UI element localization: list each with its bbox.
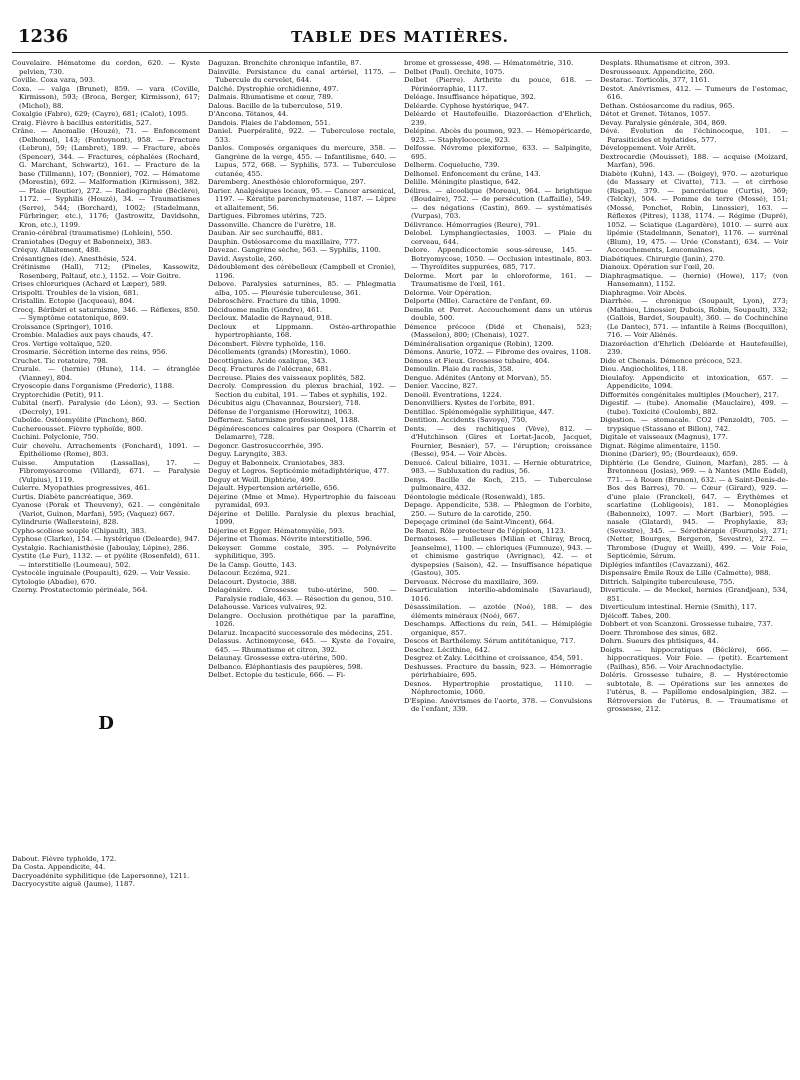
index-entry: Cros. Vertige voltaïque, 520. bbox=[12, 339, 112, 348]
index-entry: Delassus. Actinomycose, 645. — Kyste de l'ovaire, 645. — Rhumatisme et citron, 392. bbox=[208, 637, 396, 654]
index-entry: Dispensaire Émile Roux de Lille (Calmette), 988. bbox=[600, 569, 771, 577]
index-entry: Diabétiques. Chirurgie (Janin), 270. bbox=[600, 254, 726, 263]
index-column-4 bbox=[600, 59, 788, 1069]
index-entry: Cyphose (Clarke), 154. — hystérique (Delearde), 947. bbox=[12, 535, 200, 543]
index-entry: Dandois. Plaies de l'abdomen, 551. bbox=[208, 118, 331, 127]
index-entry: Dentillac. Splénomégalie syphilitique, 447. bbox=[404, 407, 555, 416]
index-entry: Denoël. Éventrations, 1224. bbox=[404, 390, 502, 399]
index-entry: Difformités congénitales multiples (Moucher), 217. bbox=[600, 390, 779, 399]
index-entry: Développement. Voir Arrêt. bbox=[600, 144, 696, 152]
index-entry: Cystite (Le Fur), 1132. — et pyélite (Rosenfeld), 611. — interstitielle (Loumeau), 502. bbox=[12, 552, 200, 569]
index-entry: Dabout. Fièvre typhoïde, 172. bbox=[12, 854, 117, 863]
index-entry: Denonvilliers. Kystes de l'orbite, 891. bbox=[404, 399, 535, 407]
index-entry: Crispolti. Troubles de la vision, 681. bbox=[12, 288, 139, 297]
index-entry: Diaphragme. Voir Abcès. bbox=[600, 288, 687, 297]
page-number: 1236 bbox=[18, 26, 69, 47]
index-entry: Delbanco. Éléphantiasis des paupières, 598. bbox=[208, 662, 363, 671]
index-entry: Diarrhée. — chronique (Soupault, Lyon), 273; (Mathieu, Linossier, Dubois, Robin, Soupault), 332; (Gallois, Bardet, Soupault), 360. — de Cochinchine (Le Dantec), 571. — infantile à Reims (Bocquillon), 716. — Voir Aliénés. bbox=[600, 297, 788, 339]
index-entry: Déminéralisation organique (Robin), 1209. bbox=[404, 339, 554, 348]
index-entry: Delherm. Coqueluche, 739. bbox=[404, 161, 500, 169]
index-entry: Coxa. — valga (Brunet), 859. — vara (Coville, Kirmisson), 593; (Broca, Berger, Kirmisson), 617; (Michel), 88. bbox=[12, 84, 200, 110]
index-entry: Delfosse. Névrome plexiforme, 633. — Salpingite, 695. bbox=[404, 144, 592, 161]
index-entry: Cuchini. Polyclonie, 750. bbox=[12, 433, 99, 441]
section-divider bbox=[12, 595, 200, 855]
index-entry: Deléarde et Hautefeuille. Diazoréaction d'Ehrlich, 239. bbox=[404, 110, 592, 127]
index-entry: Deguy et Weill. Diphtérie, 499. bbox=[208, 475, 316, 484]
index-entry: Crombie. Maladies aux pays chauds, 47. bbox=[12, 331, 154, 339]
index-entry: Descos et Barthélemy. Sérum antitétanique, 717. bbox=[404, 637, 576, 645]
index-entry: Delacour. Eczéma, 921. bbox=[208, 569, 291, 577]
index-entry: Décubitus aigu (Chavannaz, Boursier), 718. bbox=[208, 399, 361, 407]
index-entry: Deschamps. Affections du rein, 541. — Hémiplégie organique, 857. bbox=[404, 620, 592, 637]
index-entry: Daguzan. Bronchite chronique infantile, 87. bbox=[208, 59, 362, 67]
index-entry: Degoncr. Gastrosuccorrhée, 395. bbox=[208, 441, 324, 450]
index-entry: Crâne. — Anomalie (Houzé), 71. — Enfoncement (Delhomel), 143; (Fontoynont), 958. — Fracture (Lebrun), 59; (Lambret), 189. — Fracture, abcès (Spencer), 344. — Fractures, céphalées (Rochard, G. Marchant, Schwartz), 161. — Fracture de la base (Tillmann), 107; (Bonnier), 702. — Hématome (Morestin), 692. — Malformation (Kirmisson), 382. — Plaie (Routier), 272. — Radiographie (Béclère), 1172. — Syphilis (Houzé), 34. — Traumatismes (Serre), 544; (Borchard), 1002; (Stadelmann, Fürbringer, etc.), 1176; (Jastrowitz, Davidsohn, Kron, etc.), 1199. bbox=[12, 127, 200, 229]
index-entry: Da Costa. Appendicite, 44. bbox=[12, 863, 106, 871]
index-entry: Delore. Appendicectomie sous-séreuse, 145. — Botryomycose, 1050. — Occlusion intestinale, 803. — Thyroïdites suppurées, 685, 717. bbox=[404, 246, 592, 271]
index-entry: Cristallin. Ectopie (Jacqueau), 804. bbox=[12, 297, 135, 305]
index-entry: Dengue. Adénites (Antony et Morvan), 55. bbox=[404, 373, 552, 382]
index-entry: Deschez. Lécithine, 642. bbox=[404, 645, 490, 654]
index-entry: Dextrocardie (Mouisset), 188. — acquise (Moizard, Marfan), 596. bbox=[600, 152, 788, 169]
index-entry: Cuchereousset. Fièvre typhoïde, 800. bbox=[12, 424, 143, 433]
index-entry: Decreuse. Plaies des vaisseaux poplités, 582. bbox=[208, 373, 366, 382]
index-entry: Doerr. Thrombose des sinus, 682. bbox=[600, 628, 718, 637]
index-entry: Dobbert et von Scanzoni. Grossesse tubaire, 737. bbox=[600, 620, 773, 628]
index-entry: Dalché. Dystrophie orchidienne, 497. bbox=[208, 84, 339, 93]
index-entry: Crises chloruriques (Achard et Læper), 589. bbox=[12, 280, 167, 288]
index-entry: Dégénérescences calcaires par Oospora (Charrin et Delamarre), 728. bbox=[208, 424, 396, 441]
index-entry: Dauban. Air sec surchauffé, 881. bbox=[208, 229, 323, 237]
index-entry: Denys. Bacille de Koch, 215. — Tuberculose pulmonaire, 432. bbox=[404, 475, 592, 492]
index-entry: Devay. Paralysie générale, 304, 869. bbox=[600, 118, 727, 127]
index-entry: Dartigues. Fibromes utérins, 725. bbox=[208, 212, 327, 220]
index-entry: Daniel. Puerpéralité, 922. — Tuberculose rectale, 533. bbox=[208, 127, 396, 144]
index-entry: Créquy. Allaitement, 488. bbox=[12, 246, 101, 254]
index-entry: Doléris. Grossesse tubaire, 8. — Hystérectomie subtotale, 8. — Opérations sur les annexes de l'utérus, 8. — Papillome endosalpingien, 382. — Rétroversion de l'utérus, 8. — Traumatisme et grossesse, 212. bbox=[600, 671, 788, 713]
index-entry: Crétinisme (Hall), 712; (Pineles, Kassowitz, Rosenberg, Paltauf, etc.), 1152. — Voir Goitre. bbox=[12, 263, 200, 280]
index-entry: Dignat. Régime alimentaire, 1150. bbox=[600, 441, 721, 450]
index-entry: Diphtérie (Le Gendre, Guinon, Marfan), 285. — à Bretonneau (Josias), 969. — à Nantes (Mlle Éadel), 771. — à Rouen (Brunon), 632. — à Saint-Denis-de-Bos des Barres), 70. — Cœur (Girard), 929. — d'une plaie (Franckel), 647. — Érythèmes et scarlatine (Lobligeois), 181. — Monoplégies (Babonneix), 1097. — Mort (Barbier), 595. — nasale (Glatard), 945. — Prophylaxie, 83; (Sevestre), 345. — Sérothérapie (Fournols), 271; (Netter, Bourges, Bergeron, Sevestre), 272. — Thrombose (Duguy et Weill), 499. — Voir Foie, Septicémie, Sérum. bbox=[600, 458, 788, 560]
index-entry: Cypho-scoliose souple (Chipault), 383. bbox=[12, 526, 147, 535]
index-entry: Deguy et Babonneix. Craniotabes, 383. bbox=[208, 458, 345, 467]
index-entry: Denier. Vaccine, 827. bbox=[404, 382, 478, 390]
index-entry: Danlos. Composés organiques du mercure, 358. — Gangrène de la verge, 455. — Infantilisme, 640. — Lupus, 572, 668. — Syphilis, 573. — Tuberculose cutanée, 455. bbox=[208, 144, 396, 178]
index-entry: Dejault. Hypertension artérielle, 656. bbox=[208, 484, 340, 492]
index-column-1 bbox=[12, 59, 200, 1069]
index-entry: Desplats. Rhumatisme et citron, 393. bbox=[600, 59, 731, 67]
index-entry: Délivrance. Hémorragies (Reure), 791. bbox=[404, 220, 541, 229]
index-entry: Decloux et Lippmann. Ostéo-arthropathie hypertrophiante, 168. bbox=[208, 322, 396, 339]
index-entry: Déjerine et Thomas. Névrite interstitielle, 596. bbox=[208, 535, 372, 543]
index-entry: De la Camp. Goutte, 143. bbox=[208, 560, 297, 569]
index-entry: Depeçage criminel (de Saint-Vincent), 664. bbox=[404, 518, 555, 526]
index-entry: Delbet (Pierre). Arthrite du pouce, 618. — Périnéorraphie, 1117. bbox=[404, 76, 592, 93]
index-entry: Déontologie médicale (Rosenwald), 185. bbox=[404, 492, 546, 501]
index-entry: Dieulafoy. Appendicite et intoxication, 657. — Appendicite, 1094. bbox=[600, 373, 788, 390]
index-entry: Dekeyser. Gomme costale, 395. — Polynévrite syphilitique, 395. bbox=[208, 543, 396, 560]
index-entry: Delobel. Lymphangiectasies, 1003. — Plaie du cerveau, 644. bbox=[404, 229, 592, 246]
index-entry: Dédoublement des cérébelleux (Campbell et Cronie), 1196. bbox=[208, 263, 396, 280]
index-entry: Dianoux. Opération sur l'œil, 20. bbox=[600, 263, 715, 271]
index-entry: De Renzi. Rôle protecteur de l'épiploon, 1123. bbox=[404, 526, 566, 535]
index-entry: Doigts. — hippocratiques (Béclère), 666. — hippocratiques. Voir Foie. — (petit). Écartement (Pailhas), 856. — Voir Arachnodactylie. bbox=[600, 645, 788, 671]
index-entry: Culerre. Myopathies progressives, 461. bbox=[12, 484, 151, 492]
index-entry: Déjerine (Mme et Mme). Hypertrophie du faisceau pyramidal, 693. bbox=[208, 492, 396, 509]
index-column-2 bbox=[208, 59, 396, 1069]
index-entry: Dermatoses. — bulleuses (Milian et Chiray, Brocq, Jeanselme), 1100. — chloriques (Fumouze), 943. — et chimisme gastrique (Avrignac), 42. — et dyspepsies (Saison), 42. — Insuffisance hépatique (Gastou), 305. bbox=[404, 535, 592, 577]
index-entry: Défense de l'organisme (Horowitz), 1063. bbox=[208, 407, 354, 416]
index-entry: Décombert. Fièvre typhoïde, 116. bbox=[208, 339, 326, 348]
index-entry: Déciduome malin (Gondre), 461. bbox=[208, 305, 323, 314]
index-entry: Dohrn. Sueurs des phtisiques, 44. bbox=[600, 637, 719, 645]
index-entry: Dainville. Persistance du canal artériel, 1175. — Tubercule du cervelet, 644. bbox=[208, 67, 396, 84]
index-entry: Depage. Appendicite, 538. — Phlegmon de l'orbite, 250. — Suture de la carotide, 250. bbox=[404, 501, 592, 518]
index-entry: Deshusses. Fracture du bassin, 923. — Hémorragie périrhabiaire, 695. bbox=[404, 662, 592, 679]
index-entry: Dévé. Évolution de l'échinocoque, 101. — Parasiticides et hydatides, 577. bbox=[600, 127, 788, 144]
index-entry: Dassonville. Chancre de l'urètre, 18. bbox=[208, 220, 336, 229]
index-entry: Digestif. — (tube). Anomalie (Mauclaire), 499. — (tube). Toxicité (Coulomb), 882. bbox=[600, 399, 788, 416]
index-entry: Delépine. Abcès du poumon, 923. — Hémopéricarde, 923. — Staphylococcie, 923. bbox=[404, 127, 592, 144]
index-entry: Delille. Méningite plastique, 642. bbox=[404, 178, 521, 186]
index-entry: Craniotabes (Deguy et Babonneix), 383. bbox=[12, 237, 153, 246]
index-entry: Cystocèle inguinale (Poupault), 629. — Voir Vessie. bbox=[12, 569, 191, 577]
index-entry: Démons. Anurie, 1072. — Fibrome des ovaires, 1108. bbox=[404, 348, 591, 356]
index-entry: D'Ancona. Tétanos, 44. bbox=[208, 110, 289, 118]
index-entry: David. Asystolie, 260. bbox=[208, 254, 284, 263]
index-entry: Diazoréaction d'Ehrlich (Deléarde et Hautefeuille), 239. bbox=[600, 339, 788, 356]
index-entry: Cuir chevelu. Arrachements (Fonchard), 1091. — Épithéliome (Rome), 803. bbox=[12, 441, 200, 458]
index-entry: Daremberg. Anesthésie chloroformique, 297. bbox=[208, 178, 366, 186]
index-entry: Cruchet. Tic rotatoire, 798. bbox=[12, 356, 108, 365]
index-entry: Cyanose (Porak et Theuveny), 621. — congénitale (Variot, Guinon, Marfan), 595; (Vaquez) 667. bbox=[12, 501, 200, 518]
index-entry: Delangre. Occlusion prothétique par la paraffine, 1026. bbox=[208, 611, 396, 628]
index-entry: Demelin et Perret. Accouchement dans un utérus double, 500. bbox=[404, 305, 592, 322]
index-entry: Dacryocystite aiguë (Jaume), 1187. bbox=[12, 880, 135, 888]
index-entry: Démence précoce (Didé et Chenais), 523; (Masselon), 800; (Chenais), 1027. bbox=[404, 322, 592, 339]
index-column-3 bbox=[404, 59, 592, 1069]
index-entry: Davezac. Gangrène sèche, 563. — Syphilis, 1100. bbox=[208, 246, 381, 254]
index-entry: Diplégies infantiles (Cavazzani), 462. bbox=[600, 560, 731, 569]
index-entry: Dieu. Angiocholites, 118. bbox=[600, 365, 688, 373]
page-header bbox=[12, 22, 788, 53]
index-entry: Derveaux. Nécrose du maxillaire, 369. bbox=[404, 577, 539, 586]
index-entry: Croissance (Springer), 1016. bbox=[12, 322, 113, 331]
index-entry: Cryptorchidie (Petit), 911. bbox=[12, 390, 104, 399]
index-entry: Destot. Anévrismes, 412. — Tumeurs de l'estomac, 616. bbox=[600, 84, 788, 101]
index-entry: Diverticulum intestinal. Hernie (Smith), 117. bbox=[600, 603, 757, 611]
index-entry: Déjerine et Egger. Hématomyélie, 593. bbox=[208, 526, 345, 535]
index-entry: Démons et Fieux. Grossesse tubaire, 404. bbox=[404, 356, 550, 365]
index-entry: Demoulin. Plaie du rachis, 358. bbox=[404, 365, 514, 373]
index-entry: Désarticulation interilio-abdominale (Savariaud), 1016. bbox=[404, 586, 592, 603]
index-entry: Crocq. Béribéri et saturnisme, 346. — Réflexes, 850. — Symptôme catatonique, 869. bbox=[12, 305, 200, 322]
index-entry: Desnos. Hypertrophie prostatique, 1110. — Néphrectomie, 1060. bbox=[404, 679, 592, 696]
index-entry: Dittrich. Salpingite tuberculeuse, 755. bbox=[600, 577, 735, 586]
index-entry: Crosmarie. Sécrétion interne des reins, 956. bbox=[12, 348, 168, 356]
index-entry: Dethan. Ostéosarcome du radius, 965. bbox=[600, 101, 735, 110]
index-entry: Cystalgie. Rachianisthésie (Jaboulay, Lépine), 286. bbox=[12, 543, 189, 552]
index-entry: Dide et Chenais. Démence précoce, 523. bbox=[600, 356, 743, 365]
index-entry: Decq. Fractures de l'olécrane, 681. bbox=[208, 365, 332, 373]
index-entry: Coxalgie (Fabre), 629; (Cayre), 681; (Calot), 1095. bbox=[12, 110, 189, 118]
index-entry: Decottignies. Acide oxalique, 343. bbox=[208, 356, 328, 365]
index-entry: Delbet (Paul). Orchite, 1075. bbox=[404, 67, 505, 76]
index-entry: Desrousseaux. Appendicite, 260. bbox=[600, 67, 715, 76]
index-entry: Destarac. Torticolis, 377, 1161. bbox=[600, 76, 710, 84]
index-entry: Crésantignes (de). Anesthésie, 524. bbox=[12, 254, 137, 263]
index-entry: Decroly. Compression du plexus brachial, 192. — Section du cubital, 191. — Tabes et syphilis, 192. bbox=[208, 382, 396, 399]
index-entry: Désassimilation. — azotée (Noé), 188. — des éléments minéraux (Noé), 667. bbox=[404, 603, 592, 620]
index-entry: Déjerine et Delille. Paralysie du plexus brachial, 1099. bbox=[208, 509, 396, 526]
index-entry: Détot et Grenet. Tétanos, 1057. bbox=[600, 110, 711, 118]
index-entry: Dents. — des rachitiques (Vève), 812. — d'Hutchinson (Gires et Lortat-Jacob, Jacquet, Fournier, Besnier), 57. — l'éruption; croissance (Besse), 954. — Voir Abcès. bbox=[404, 424, 592, 458]
index-entry: Digestion. — stomacale. CO2 (Penzoldt), 705. — trypsique (Stassano et Billon), 742. bbox=[600, 416, 788, 433]
index-entry: Diabète (Kuhn), 143. — (Boigey), 970. — azoturique (de Massary et Civatte), 713. — et cirrhose (Rispal), 379. — pancréatique (Curtis), 369; (Telcky), 504. — Pomme de terre (Mossé), 151; (Mossé, Ponchet, Robin, Linossier), 163. — Réflexes (Pitres), 1138, 1174. — Régime (Dupré), 1052. — Sciatique (Lagardère), 1010. — surré aux lipémie (Stadelmann, Senator), 1176. — surrénal (Blum), 19, 475. — Urée (Constant), 634. — Voir Accouchements, Leucomaïnes. bbox=[600, 169, 788, 254]
running-title: TABLE DES MATIÈRES. bbox=[291, 28, 509, 46]
index-entry: Desgrez et Zaky. Lécithine et croissance, 454, 591. bbox=[404, 654, 583, 662]
index-entry: Dalous. Bacille de la tuberculose, 519. bbox=[208, 101, 343, 110]
index-entry: Cuboïde. Ostéomyélite (Pinchon), 860. bbox=[12, 416, 147, 424]
index-entry: Deguy et Legros. Septicémie métadiphtérique, 477. bbox=[208, 467, 390, 475]
index-entry: Couvelaire. Hématome du cordon, 620. — Kyste pelvien, 730. bbox=[12, 59, 200, 76]
index-entry: Crurale. — (hernie) (Hune), 114. — étranglée (Vianney), 804. bbox=[12, 365, 200, 382]
index-entry: Delorme. Mort par le chloroforme, 161. — Traumatisme de l'œil, 161. bbox=[404, 271, 592, 288]
index-entry: Delorme. Voir Opération. bbox=[404, 288, 492, 297]
index-entry: Debove. Paralysies saturnines, 85. — Phlegmatia alba, 105. — Pleurésie tuberculeuse, 361. bbox=[208, 280, 396, 297]
index-entry: Delaunay. Grossesse extra-utérine, 500. bbox=[208, 654, 348, 662]
index-entry: Décollements (grands) (Morestin), 1060. bbox=[208, 348, 351, 356]
index-entry: Cylindrurie (Wallerstein), 828. bbox=[12, 518, 119, 526]
index-entry: Digitale et vaisseaux (Magnus), 177. bbox=[600, 433, 728, 441]
index-entry: Dalmais. Rhumatisme et cœur, 789. bbox=[208, 93, 334, 101]
index-entry: Diverticule. — de Meckel, hernies (Grandjean), 534, 851. bbox=[600, 586, 788, 603]
index-entry: Cranio-cérébral (traumatisme) (Lohlein), 550. bbox=[12, 229, 173, 237]
index-entry: Deléarde. Cyphose hystérique, 947. bbox=[404, 101, 529, 110]
index-entry: Denucé. Calcul biliaire, 1031. — Hernie obturatrice, 983. — Subluxation du radius, 56. bbox=[404, 458, 592, 475]
index-entry: Djéicoff. Tabes, 200. bbox=[600, 611, 671, 620]
index-entry: Craig. Fièvre à bacillus enteritidis, 527. bbox=[12, 118, 152, 127]
index-entry: Decloux. Maladie de Raynaud, 918. bbox=[208, 314, 333, 322]
index-entry: Delahousse. Varices vulvaires, 92. bbox=[208, 603, 328, 611]
index-entry: Curtis. Diabète pancréatique, 369. bbox=[12, 492, 134, 501]
index-entry: Czerny. Prostatectomie périnéale, 564. bbox=[12, 586, 148, 594]
index-entry: Dentition. Accidents (Savoye), 750. bbox=[404, 416, 528, 424]
index-entry: Coville. Coxa vara, 593. bbox=[12, 76, 96, 84]
index-entry: Delhomel. Enfoncement du crâne, 143. bbox=[404, 169, 541, 178]
index-entry: Deguy. Laryngite, 383. bbox=[208, 450, 288, 458]
index-entry: Cuisse. Amputation (Lassallas), 17. — Fibromyosarcome (Villard), 671. — Paralysie (Vulpius), 1119. bbox=[12, 458, 200, 484]
index-entry: Dauphin. Ostéosarcome du maxillaire, 777. bbox=[208, 237, 360, 246]
index-entry: D'Espine. Anévrismes de l'aorte, 378. — Convulsions de l'enfant, 339. bbox=[404, 696, 592, 713]
index-entry: Deffernez. Saturnisme professionnel, 1188. bbox=[208, 416, 360, 424]
index-entry: Dionine (Darier), 95; (Bourdeaux), 659. bbox=[600, 450, 738, 458]
index-entry: Cytologie (Abadie), 670. bbox=[12, 577, 97, 586]
index-entry: Debroschère. Fracture du tibia, 1090. bbox=[208, 297, 341, 305]
index-entry: Darier. Analgésiques locaux, 95. — Cancer arsenical, 1197. — Kératite parenchymateuse, 1187. — Lèpre et allaitement, 56. bbox=[208, 186, 396, 212]
index-entry: Diaphragmatique. — (hernie) (Howe), 117; (von Hansemann), 1152. bbox=[600, 271, 788, 288]
index-entry: Delaruz. Incapacité successorale des médecins, 251. bbox=[208, 628, 393, 637]
index-entry: Dacryoadénite syphilitique (de Lapersonne), 1211. bbox=[12, 871, 190, 880]
index-columns bbox=[12, 59, 788, 1069]
index-entry: Delacourt. Dystocie, 388. bbox=[208, 577, 297, 586]
index-entry: Delbet. Ectopie du testicule, 666. — Fi- bbox=[208, 671, 346, 679]
index-entry: Deléage. Insuffisance hépatique, 392. bbox=[404, 93, 536, 101]
section-letter: D bbox=[98, 713, 114, 735]
index-entry: Délires. — alcoolique (Moreau), 964. — brightique (Boudaire), 752. — de persécution (Laffaille), 549. — des négations (Castin), 869. — systématisés (Vurpas), 703. bbox=[404, 186, 592, 220]
index-entry: brome et grossesse, 498. — Hématométrie, 310. bbox=[404, 59, 574, 67]
index-entry: Delagénière. Grossesse tubo-utérine, 500. — Paralysie radiale, 463. — Résection du genou, 510. bbox=[208, 586, 396, 603]
index-entry: Cubital (nerf). Paralysie (de Léon), 93. — Section (Decroly), 191. bbox=[12, 399, 200, 416]
index-entry: Cryoscopie dans l'organisme (Frederic), 1188. bbox=[12, 382, 175, 390]
index-entry: Delporte (Mlle). Caractère de l'enfant, 69. bbox=[404, 297, 552, 305]
